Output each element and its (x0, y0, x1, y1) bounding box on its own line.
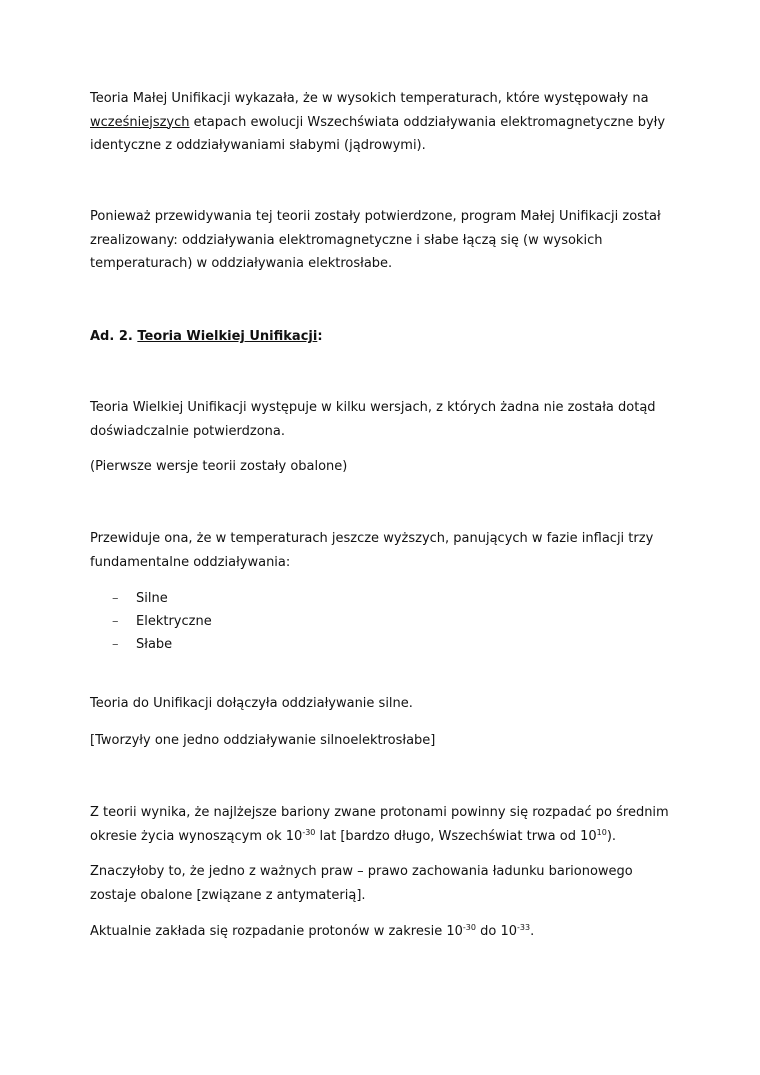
paragraph-versions: Teoria Wielkiej Unifikacji występuje w kilku wersjach, z których żadna nie została dotąd doświadczalnie potwierdzona. (90, 400, 656, 439)
paragraph-small-unification (90, 87, 680, 158)
p1-text-a: Teoria Małej Unifikacji wykazała, że w wysokich temperaturach, które występowały na (90, 91, 649, 106)
paragraph-predicts: Przewiduje ona, że w temperaturach jeszcze wyższych, panujących w fazie inflacji trzy fundamentalne oddziaływania: (90, 531, 654, 570)
p10-exponent-1: -30 (462, 923, 476, 932)
heading-suffix: : (317, 329, 323, 344)
p8-exponent-1: -30 (302, 827, 316, 837)
list-item-label: Słabe (136, 637, 173, 652)
p1-underlined-word: wcześniejszych (90, 114, 190, 130)
paragraph-proton-decay (90, 801, 680, 848)
p8-text-a: Z teorii wynika, że najlżejsze bariony zwane protonami powinny się rozpadać po średnim okresie życia wynoszącym ok 10 (90, 805, 669, 844)
paragraph-confirmed: Ponieważ przewidywania tej teorii zostały potwierdzone, program Małej Unifikacji został zrealizowany: oddziaływania elektromagnetyczne i słabe łączą się (w wysokich temperaturach) w oddziaływania elektrosłabe. (90, 209, 661, 271)
list-item-label: Elektryczne (136, 614, 212, 629)
paragraph-strong-joined: Teoria do Unifikacji dołączyła oddziaływanie silne. (90, 696, 413, 711)
p8-text-b: lat [bardzo długo, Wszechświat trwa od 10 (315, 828, 597, 844)
dash-bullet: – (112, 591, 119, 606)
p10-exponent-2: -33 (516, 923, 531, 932)
p8-exponent-2: 10 (596, 827, 607, 837)
paragraph-current-range (90, 920, 680, 944)
p10-text-a: Aktualnie zakłada się rozpadanie protonów w zakresie 10 (90, 924, 463, 939)
section-heading (90, 325, 680, 349)
dash-bullet: – (112, 637, 119, 652)
p8-text-c: ). (606, 828, 617, 844)
paragraph-bracket-note: [Tworzyły one jedno oddziaływanie silnoelektrosłabe] (90, 733, 436, 748)
paragraph-baryon-law: Znaczyłoby to, że jedno z ważnych praw – prawo zachowania ładunku barionowego zostaje obalone [związane z antymaterią]. (90, 864, 633, 903)
list-item-label: Silne (136, 591, 168, 606)
p10-text-b: do 10 (475, 924, 517, 939)
p1-text-b: etapach ewolucji Wszechświata oddziaływania elektromagnetyczne były identyczne z oddziaływaniami słabymi (jądrowymi). (90, 114, 666, 153)
dash-bullet: – (112, 614, 119, 629)
heading-title: Teoria Wielkiej Unifikacji (137, 329, 318, 344)
p10-text-c: . (530, 924, 535, 939)
paragraph-refuted: (Pierwsze wersje teorii zostały obalone) (90, 459, 348, 474)
heading-prefix: Ad. 2. (90, 329, 138, 344)
